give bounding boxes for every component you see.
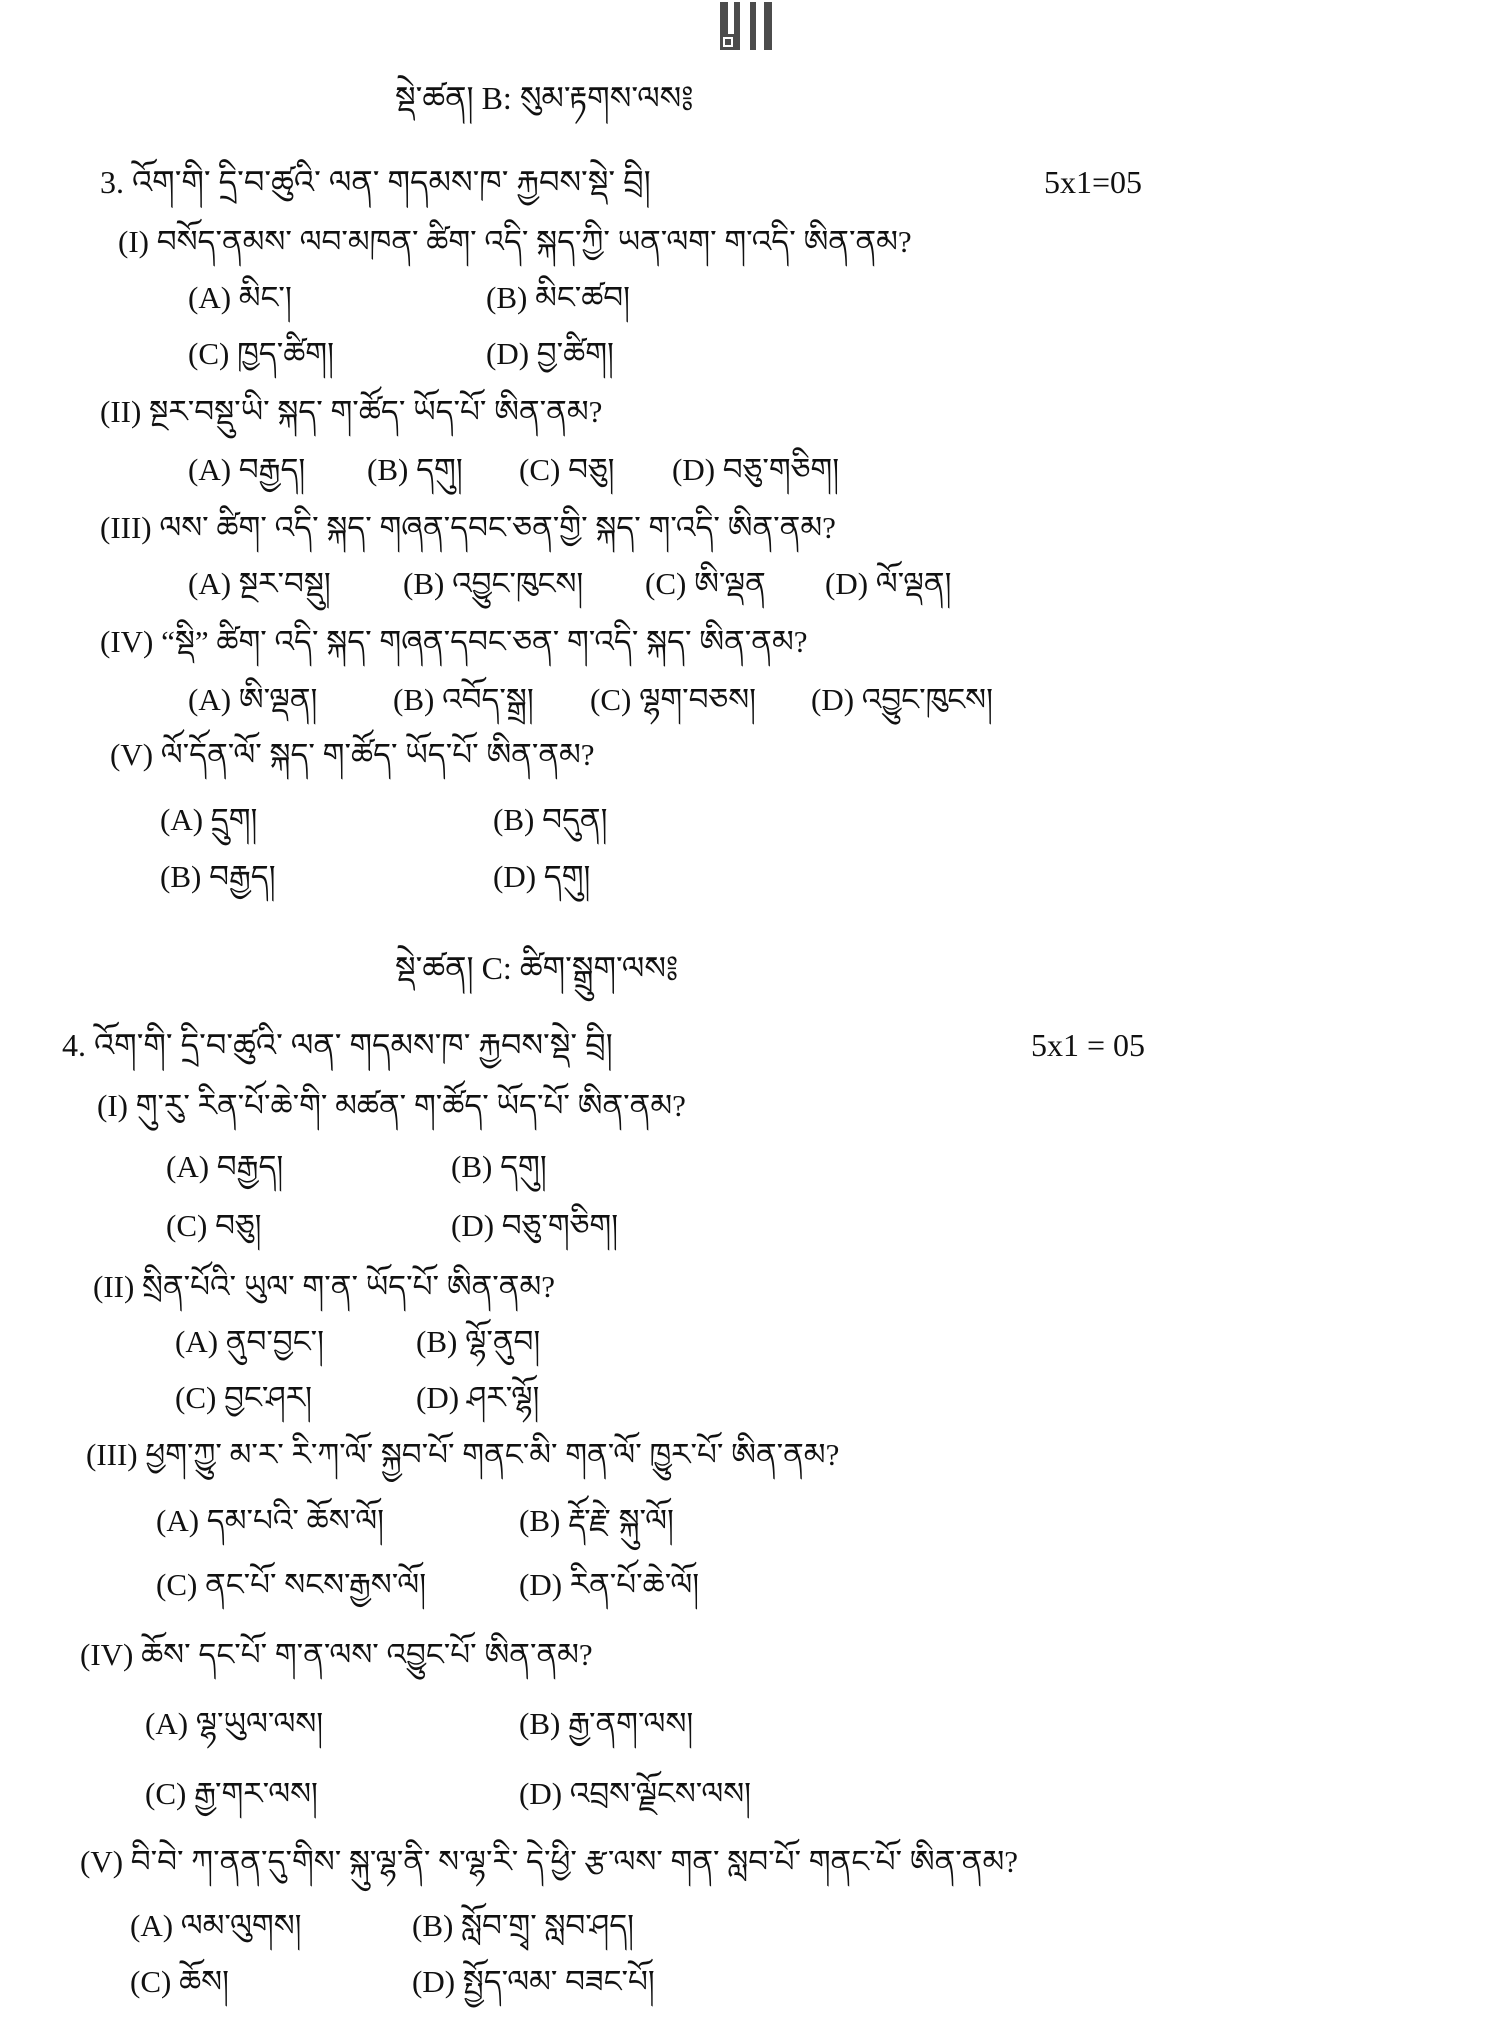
q4-3-option-c: (C) ནང་པོ་ སངས་རྒྱས་ལོ། xyxy=(156,1567,427,1602)
q3-2-option-a: (A) བརྒྱད། xyxy=(188,452,306,487)
q4-3-option-d: (D) རིན་པོ་ཆེ་ལོ། xyxy=(519,1567,700,1602)
q3-1-option-d: (D) བྱ་ཚིག། xyxy=(486,336,614,371)
q4-5-option-d: (D) སྤྱོད་ལམ་ བཟང་པོ། xyxy=(412,1964,655,1999)
q3-2-option-c: (C) བཅུ། xyxy=(519,452,615,487)
q4-item-5: (V) བི་བེ་ ཀ་ནན་དུ་གིས་ སྐུ་ལྷ་ནི་ ས་ལྷ་རི་ དེ་ཕྱི་ རྩ་ལས་ གན་ སླབ་པོ་ གནང་པོ་ ཨིན་ནམ? xyxy=(80,1844,1018,1879)
q4-4-option-d: (D) འབྲས་ལྗོངས་ལས། xyxy=(519,1776,752,1811)
q3-5-option-a: (A) དྲུག། xyxy=(160,802,258,837)
q4-item-4: (IV) ཆོས་ དང་པོ་ ག་ན་ལས་ འབྱུང་པོ་ ཨིན་ནམ? xyxy=(80,1637,593,1672)
q3-3-option-c: (C) ཨི་ལྡན xyxy=(645,566,766,601)
q3-item-5: (V) ལོ་དོན་ལོ་ སྐད་ ག་ཚོད་ ཡོད་པོ་ ཨིན་ནམ? xyxy=(110,737,595,772)
q4-5-option-a: (A) ལམ་ལུགས། xyxy=(130,1908,302,1943)
section-b-heading: སྡེ་ཚན། B: སུམ་རྟགས་ལས༔ xyxy=(395,80,694,116)
q3-4-option-a: (A) ཨི་ལྡན། xyxy=(188,682,318,717)
q3-3-option-d: (D) ལོ་ལྡན། xyxy=(825,566,952,601)
q3-1-option-c: (C) ཁྱད་ཚིག། xyxy=(188,336,335,371)
q3-item-1: (I) བསོད་ནམས་ ལབ་མཁན་ ཚིག་ འདི་ སྐད་ཀྱི་ ཡན་ལག་ ག་འདི་ ཨིན་ནམ? xyxy=(118,224,912,259)
q4-4-option-b: (B) རྒྱ་ནག་ལས། xyxy=(519,1706,694,1741)
q3-5-option-d: (D) དགུ། xyxy=(493,859,591,894)
q3-4-option-c: (C) ལྷག་བཅས། xyxy=(590,682,757,717)
question-3-title: 3. འོག་གི་ དྲི་བ་ཚུའི་ ལན་ གདམས་ཁ་ རྐྱབས་སྡེ་ བྲི། xyxy=(100,164,651,200)
q3-item-4: (IV) “སྡི” ཚིག་ འདི་ སྐད་ གཞན་དབང་ཅན་ ག་འདི་ སྐད་ ཨིན་ནམ? xyxy=(100,624,808,659)
q4-1-option-c: (C) བཅུ། xyxy=(166,1208,262,1243)
q4-2-option-b: (B) ལྷོ་ནུབ། xyxy=(416,1324,541,1359)
question-4-title: 4. འོག་གི་ དྲི་བ་ཚུའི་ ལན་ གདམས་ཁ་ རྐྱབས་སྡེ་ བྲི། xyxy=(62,1027,613,1063)
q4-2-option-d: (D) ཤར་ལྷོ། xyxy=(416,1380,540,1415)
q4-4-option-c: (C) རྒྱ་གར་ལས། xyxy=(145,1776,318,1811)
q4-3-option-a: (A) དམ་པའི་ ཆོས་ལོ། xyxy=(156,1503,385,1538)
section-c-heading: སྡེ་ཚན། C: ཚིག་སྒྲུག་ལས༔ xyxy=(395,950,679,986)
q4-2-option-c: (C) བྱང་ཤར། xyxy=(175,1380,312,1415)
q4-4-option-a: (A) ལྷ་ཡུལ་ལས། xyxy=(145,1706,324,1741)
q4-5-option-c: (C) ཆོས། xyxy=(130,1964,229,1999)
q4-1-option-b: (B) དགུ། xyxy=(451,1149,547,1184)
q4-2-option-a: (A) ནུབ་བྱང་། xyxy=(175,1324,324,1359)
q3-5-option-c: (B) བརྒྱད། xyxy=(160,859,276,894)
q4-5-option-b: (B) སློབ་གྲྭ་ སླབ་ཤད། xyxy=(412,1908,635,1943)
q3-item-2: (II) སྔར་བསྡུ་ཡི་ སྐད་ ག་ཚོད་ ཡོད་པོ་ ཨིན་ནམ? xyxy=(100,394,603,429)
q4-1-option-d: (D) བཅུ་གཅིག། xyxy=(451,1208,619,1243)
q3-5-option-b: (B) བདུན། xyxy=(493,802,608,837)
q4-item-1: (I) གུ་རུ་ རིན་པོ་ཆེ་གི་ མཚན་ ག་ཚོད་ ཡོད་པོ་ ཨིན་ནམ? xyxy=(97,1088,686,1123)
q3-1-option-a: (A) མིང་། xyxy=(188,280,292,315)
q4-1-option-a: (A) བརྒྱད། xyxy=(166,1149,284,1184)
q3-3-option-a: (A) སྔར་བསྡུ། xyxy=(188,566,331,601)
question-4-marks: 5x1 = 05 xyxy=(1031,1027,1146,1063)
q4-item-2: (II) སྲིན་པོའི་ ཡུལ་ ག་ན་ ཡོད་པོ་ ཨིན་ནམ? xyxy=(93,1269,555,1304)
q3-2-option-d: (D) བཅུ་གཅིག། xyxy=(672,452,840,487)
q3-2-option-b: (B) དགུ། xyxy=(367,452,463,487)
q3-1-option-b: (B) མིང་ཚབ། xyxy=(486,280,631,315)
q3-4-option-d: (D) འབྱུང་ཁུངས། xyxy=(811,682,993,717)
q4-item-3: (III) ཕྱག་ཀྱུ་ མ་ར་ རི་ཀ་ལོ་ སྐྱབ་པོ་ གནང་མི་ གན་ལོ་ ཁྱུར་པོ་ ཨིན་ནམ? xyxy=(86,1437,840,1472)
question-3-marks: 5x1=05 xyxy=(1044,164,1143,200)
q3-item-3: (III) ལས་ ཚིག་ འདི་ སྐད་ གཞན་དབང་ཅན་གྱི་ སྐད་ ག་འདི་ ཨིན་ནམ? xyxy=(100,510,836,545)
q3-3-option-b: (B) འབྱུང་ཁུངས། xyxy=(403,566,584,601)
q3-4-option-b: (B) འབོད་སྒྲ། xyxy=(393,682,534,717)
qr-code xyxy=(720,2,776,50)
q4-3-option-b: (B) རྡོ་རྗེ་ སྐུ་ལོ། xyxy=(519,1503,674,1538)
